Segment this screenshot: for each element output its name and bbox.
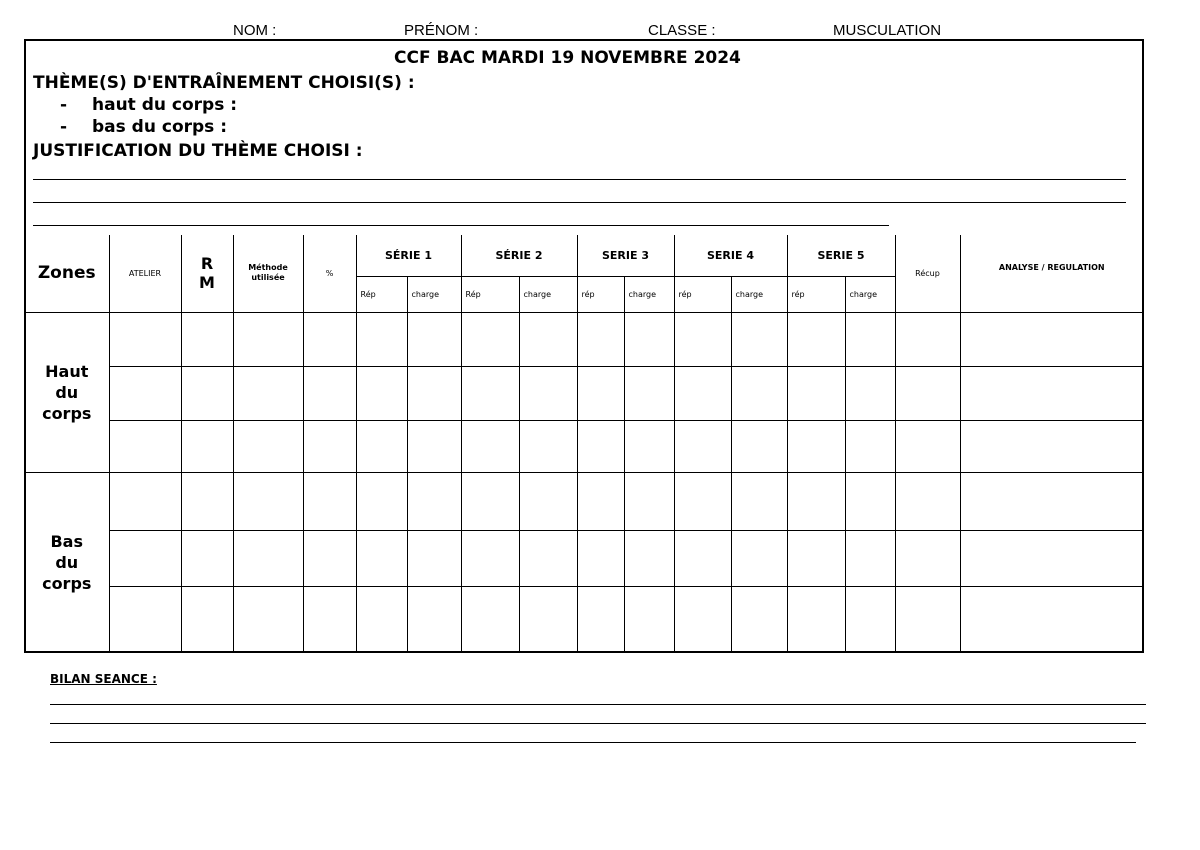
table-header-row	[25, 235, 1143, 276]
table-cell[interactable]	[407, 472, 461, 530]
serie-5-header: SERIE 5	[787, 235, 895, 276]
theme-haut-label: haut du corps :	[92, 95, 238, 115]
zone-haut-word-2: du	[55, 382, 79, 402]
serie-4-header: SERIE 4	[674, 235, 787, 276]
table-cell[interactable]	[845, 472, 895, 530]
recup-header: Récup	[895, 235, 960, 312]
bullet-dash: -	[60, 117, 68, 137]
student-header	[0, 22, 1200, 38]
table-cell[interactable]	[233, 472, 303, 530]
table-cell[interactable]	[233, 366, 303, 420]
table-cell[interactable]	[895, 472, 960, 530]
serie-5-charge-header: charge	[845, 276, 895, 312]
zone-bas-du-corps	[25, 472, 109, 652]
table-cell[interactable]	[109, 312, 181, 366]
table-cell[interactable]	[407, 586, 461, 652]
table-cell[interactable]	[845, 586, 895, 652]
table-cell[interactable]	[960, 530, 1143, 586]
methode-header-2: utilisée	[251, 273, 285, 283]
table-row	[25, 420, 1143, 472]
table-cell[interactable]	[303, 366, 356, 420]
table-cell[interactable]	[960, 312, 1143, 366]
nom-label: NOM :	[233, 22, 277, 39]
table-cell[interactable]	[181, 530, 233, 586]
table-cell[interactable]	[303, 312, 356, 366]
table-cell[interactable]	[519, 472, 577, 530]
table-cell[interactable]	[109, 366, 181, 420]
table-cell[interactable]	[624, 530, 674, 586]
table-cell[interactable]	[356, 420, 407, 472]
table-cell[interactable]	[731, 312, 787, 366]
table-cell[interactable]	[895, 312, 960, 366]
table-cell[interactable]	[674, 366, 731, 420]
table-cell[interactable]	[787, 530, 845, 586]
table-cell[interactable]	[674, 586, 731, 652]
methode-header-1: Méthode	[248, 263, 288, 273]
rm-header	[181, 235, 233, 312]
serie-2-header: SÉRIE 2	[461, 235, 577, 276]
table-cell[interactable]	[674, 420, 731, 472]
table-cell[interactable]	[303, 472, 356, 530]
table-cell[interactable]	[461, 472, 519, 530]
table-cell[interactable]	[895, 420, 960, 472]
zone-haut-word-3: corps	[42, 403, 92, 423]
table-cell[interactable]	[303, 530, 356, 586]
table-cell[interactable]	[356, 586, 407, 652]
bilan-line-3[interactable]	[50, 742, 1136, 743]
serie-4-rep-header: rép	[674, 276, 731, 312]
table-cell[interactable]	[895, 586, 960, 652]
table-cell[interactable]	[181, 586, 233, 652]
classe-label: CLASSE :	[648, 22, 716, 39]
table-cell[interactable]	[519, 312, 577, 366]
table-cell[interactable]	[674, 312, 731, 366]
bilan-line-2[interactable]	[50, 723, 1146, 724]
activity-label: MUSCULATION	[833, 22, 942, 39]
table-cell[interactable]	[960, 420, 1143, 472]
justification-line-3[interactable]	[33, 225, 889, 226]
table-cell[interactable]	[356, 472, 407, 530]
justification-line-2[interactable]	[33, 202, 1126, 203]
table-cell[interactable]	[303, 420, 356, 472]
table-row	[25, 530, 1143, 586]
justification-line-1[interactable]	[33, 179, 1126, 180]
table-cell[interactable]	[577, 312, 624, 366]
table-cell[interactable]	[356, 366, 407, 420]
table-cell[interactable]	[895, 366, 960, 420]
serie-4-charge-header: charge	[731, 276, 787, 312]
zone-haut-du-corps	[25, 312, 109, 472]
table-cell[interactable]	[624, 366, 674, 420]
table-cell[interactable]	[233, 312, 303, 366]
table-cell[interactable]	[519, 530, 577, 586]
table-cell[interactable]	[407, 420, 461, 472]
table-cell[interactable]	[407, 530, 461, 586]
zone-haut-word-1: Haut	[45, 361, 89, 381]
atelier-header: ATELIER	[109, 235, 181, 312]
serie-3-header: SERIE 3	[577, 235, 674, 276]
table-cell[interactable]	[233, 420, 303, 472]
table-cell[interactable]	[577, 586, 624, 652]
bilan-label: BILAN SEANCE :	[50, 672, 157, 686]
table-cell[interactable]	[624, 420, 674, 472]
zone-bas-word-1: Bas	[50, 531, 83, 551]
theme-label: THÈME(S) D'ENTRAÎNEMENT CHOISI(S) :	[33, 73, 415, 93]
table-cell[interactable]	[895, 530, 960, 586]
table-cell[interactable]	[303, 586, 356, 652]
theme-bas-item	[60, 117, 227, 137]
table-cell[interactable]	[181, 420, 233, 472]
table-cell[interactable]	[233, 586, 303, 652]
zone-bas-word-3: corps	[42, 573, 92, 593]
table-cell[interactable]	[787, 472, 845, 530]
bullet-dash: -	[60, 95, 68, 115]
table-cell[interactable]	[624, 312, 674, 366]
percent-header: %	[303, 235, 356, 312]
table-cell[interactable]	[960, 472, 1143, 530]
table-cell[interactable]	[181, 312, 233, 366]
table-cell[interactable]	[845, 312, 895, 366]
table-cell[interactable]	[731, 530, 787, 586]
table-cell[interactable]	[356, 530, 407, 586]
table-cell[interactable]	[519, 366, 577, 420]
table-cell[interactable]	[731, 586, 787, 652]
zones-header: Zones	[25, 235, 109, 312]
table-cell[interactable]	[577, 530, 624, 586]
table-row	[25, 366, 1143, 420]
table-cell[interactable]	[356, 312, 407, 366]
table-row	[25, 312, 1143, 366]
prenom-label: PRÉNOM :	[404, 22, 479, 39]
table-cell[interactable]	[674, 530, 731, 586]
zone-bas-word-2: du	[55, 552, 79, 572]
table-cell[interactable]	[407, 366, 461, 420]
table-cell[interactable]	[624, 586, 674, 652]
table-cell[interactable]	[960, 586, 1143, 652]
table-cell[interactable]	[461, 530, 519, 586]
table-cell[interactable]	[674, 472, 731, 530]
table-cell[interactable]	[109, 530, 181, 586]
table-cell[interactable]	[181, 366, 233, 420]
table-cell[interactable]	[731, 366, 787, 420]
table-cell[interactable]	[519, 420, 577, 472]
table-cell[interactable]	[577, 472, 624, 530]
bilan-line-1[interactable]	[50, 704, 1146, 705]
serie-2-charge-header: charge	[519, 276, 577, 312]
table-cell[interactable]	[787, 586, 845, 652]
table-cell[interactable]	[845, 530, 895, 586]
table-cell[interactable]	[731, 420, 787, 472]
analyse-header: ANALYSE / REGULATION	[960, 235, 1143, 312]
serie-3-charge-header: charge	[624, 276, 674, 312]
serie-2-rep-header: Rép	[461, 276, 519, 312]
table-cell[interactable]	[845, 420, 895, 472]
table-cell[interactable]	[787, 312, 845, 366]
table-cell[interactable]	[787, 366, 845, 420]
table-cell[interactable]	[731, 472, 787, 530]
table-cell[interactable]	[461, 586, 519, 652]
table-cell[interactable]	[181, 472, 233, 530]
table-row	[25, 472, 1143, 530]
table-cell[interactable]	[577, 420, 624, 472]
table-cell[interactable]	[461, 366, 519, 420]
table-cell[interactable]	[787, 420, 845, 472]
form-title: CCF BAC MARDI 19 NOVEMBRE 2024	[394, 48, 741, 68]
serie-3-rep-header: rép	[577, 276, 624, 312]
serie-1-rep-header: Rép	[356, 276, 407, 312]
table-cell[interactable]	[577, 366, 624, 420]
table-cell[interactable]	[461, 420, 519, 472]
serie-5-rep-header: rép	[787, 276, 845, 312]
table-cell[interactable]	[461, 312, 519, 366]
table-cell[interactable]	[233, 530, 303, 586]
theme-haut-item	[60, 95, 237, 115]
table-cell[interactable]	[960, 366, 1143, 420]
table-cell[interactable]	[407, 312, 461, 366]
table-cell[interactable]	[109, 472, 181, 530]
table-cell[interactable]	[109, 420, 181, 472]
table-cell[interactable]	[624, 472, 674, 530]
table-cell[interactable]	[109, 586, 181, 652]
serie-1-header: SÉRIE 1	[356, 235, 461, 276]
table-cell[interactable]	[845, 366, 895, 420]
table-row	[25, 586, 1143, 652]
serie-1-charge-header: charge	[407, 276, 461, 312]
theme-bas-label: bas du corps :	[92, 117, 228, 137]
rm-header-m: M	[199, 273, 215, 293]
methode-header	[233, 235, 303, 312]
rm-header-r: R	[200, 254, 214, 274]
training-table	[25, 235, 1143, 653]
table-cell[interactable]	[519, 586, 577, 652]
justification-label: JUSTIFICATION DU THÈME CHOISI :	[33, 141, 363, 161]
